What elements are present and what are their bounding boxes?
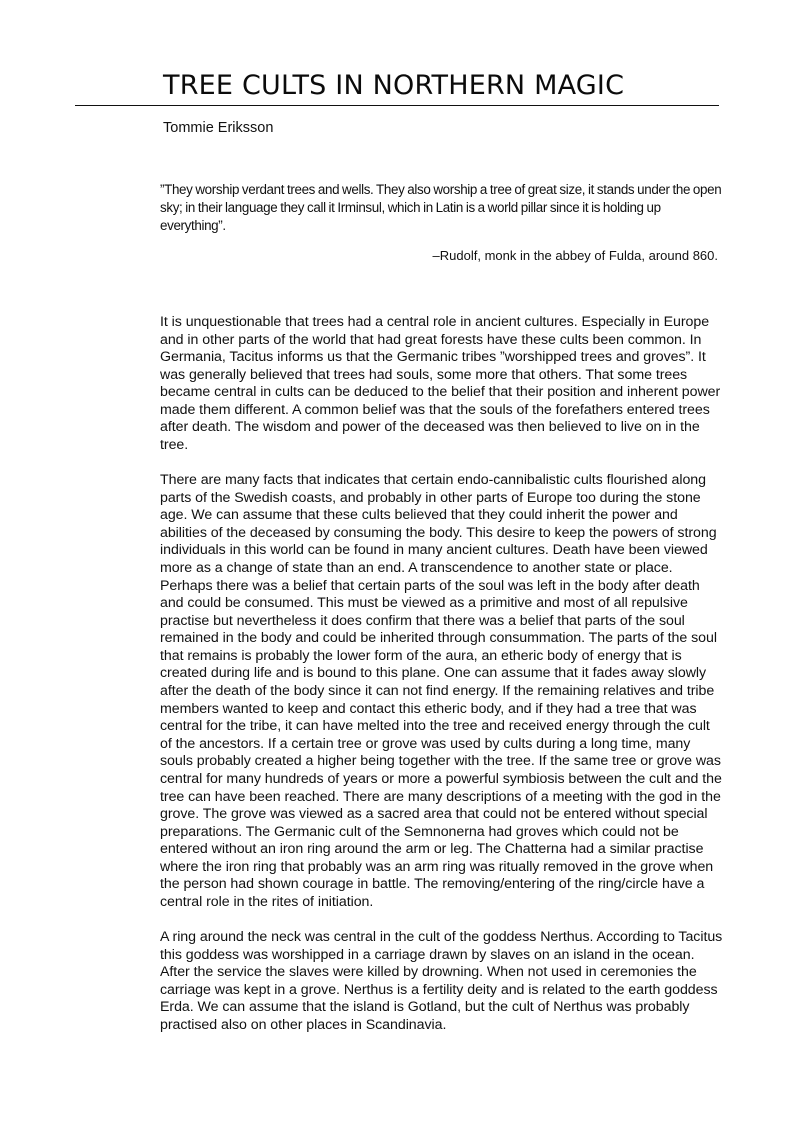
title-divider xyxy=(75,105,719,106)
body-paragraph: It is unquestionable that trees had a central role in ancient cultures. Especially in Europe and in other parts of the world that had great forests have these cults been common. In Germania, Tacitus informs us that the Germanic tribes ”worshipped trees and groves”. It was generally believed that trees had souls, some more that others. That some trees became central in cults can be deduced to the belief that their position and inherent power made them different. A common belief was that the souls of the forefathers entered trees after death. The wisdom and power of the deceased was then believed to live on in the tree. xyxy=(160,314,721,454)
author-name: Tommie Eriksson xyxy=(163,120,274,136)
epigraph-quote: ”They worship verdant trees and wells. They also worship a tree of great size, it stands under the open sky; in their language they call it Irminsul, which in Latin is a world pillar since it is holding up everything”. xyxy=(160,182,722,233)
article-body xyxy=(160,314,723,1052)
body-paragraph: A ring around the neck was central in the cult of the goddess Nerthus. According to Tacitus this goddess was worshipped in a carriage drawn by slaves on an island in the ocean. After the service the slaves were killed by drowning. When not used in ceremonies the carriage was kept in a grove. Nerthus is a fertility deity and is related to the earth goddess Erda. We can assume that the island is Gotland, but the cult of Nerthus was probably practised also on other places in Scandinavia. xyxy=(160,929,723,1033)
body-paragraph: There are many facts that indicates that certain endo-cannibalistic cults flourished along parts of the Swedish coasts, and probably in other parts of Europe too during the stone age. We can assume that these cults believed that they could inherit the power and abilities of the deceased by consuming the body. This desire to keep the powers of strong individuals in this world can be found in many ancient cultures. Death have been viewed more as a change of state than an end. A transcendence to another state or place. Perhaps there was a belief that certain parts of the soul was left in the body after death and could be consumed. This must be viewed as a primitive and most of all repulsive practise but nevertheless it does confirm that there was a belief that parts of the soul remained in the body and could be inherited through consummation. The parts of the soul that remains is probably the lower form of the aura, an etheric body of energy that is created during life and is bound to this plane. One can assume that it fades away slowly after the death of the body since it can not find energy. If the remaining relatives and tribe members wanted to keep and contact this etheric body, and if they had a tree that was central for the tribe, it can have melted into the tree and received energy through the cult of the ancestors. If a certain tree or grove was used by cults during a long time, many souls probably created a higher being together with the tree. If the same tree or grove was central for many hundreds of years or more a powerful symbiosis between the cult and the tree can have been reached. There are many descriptions of a meeting with the god in the grove. The grove was viewed as a sacred area that could not be entered without special preparations. The Germanic cult of the Semnonerna had groves which could not be entered without an iron ring around the arm or leg. The Chatterna had a similar practise where the iron ring that probably was an arm ring was ritually removed in the grove when the person had shown courage in battle. The removing/entering of the ring/circle have a central role in the rites of initiation. xyxy=(160,472,722,910)
epigraph-attribution: –Rudolf, monk in the abbey of Fulda, around 860. xyxy=(432,248,718,263)
document-title: TREE CULTS IN NORTHERN MAGIC xyxy=(163,70,625,101)
